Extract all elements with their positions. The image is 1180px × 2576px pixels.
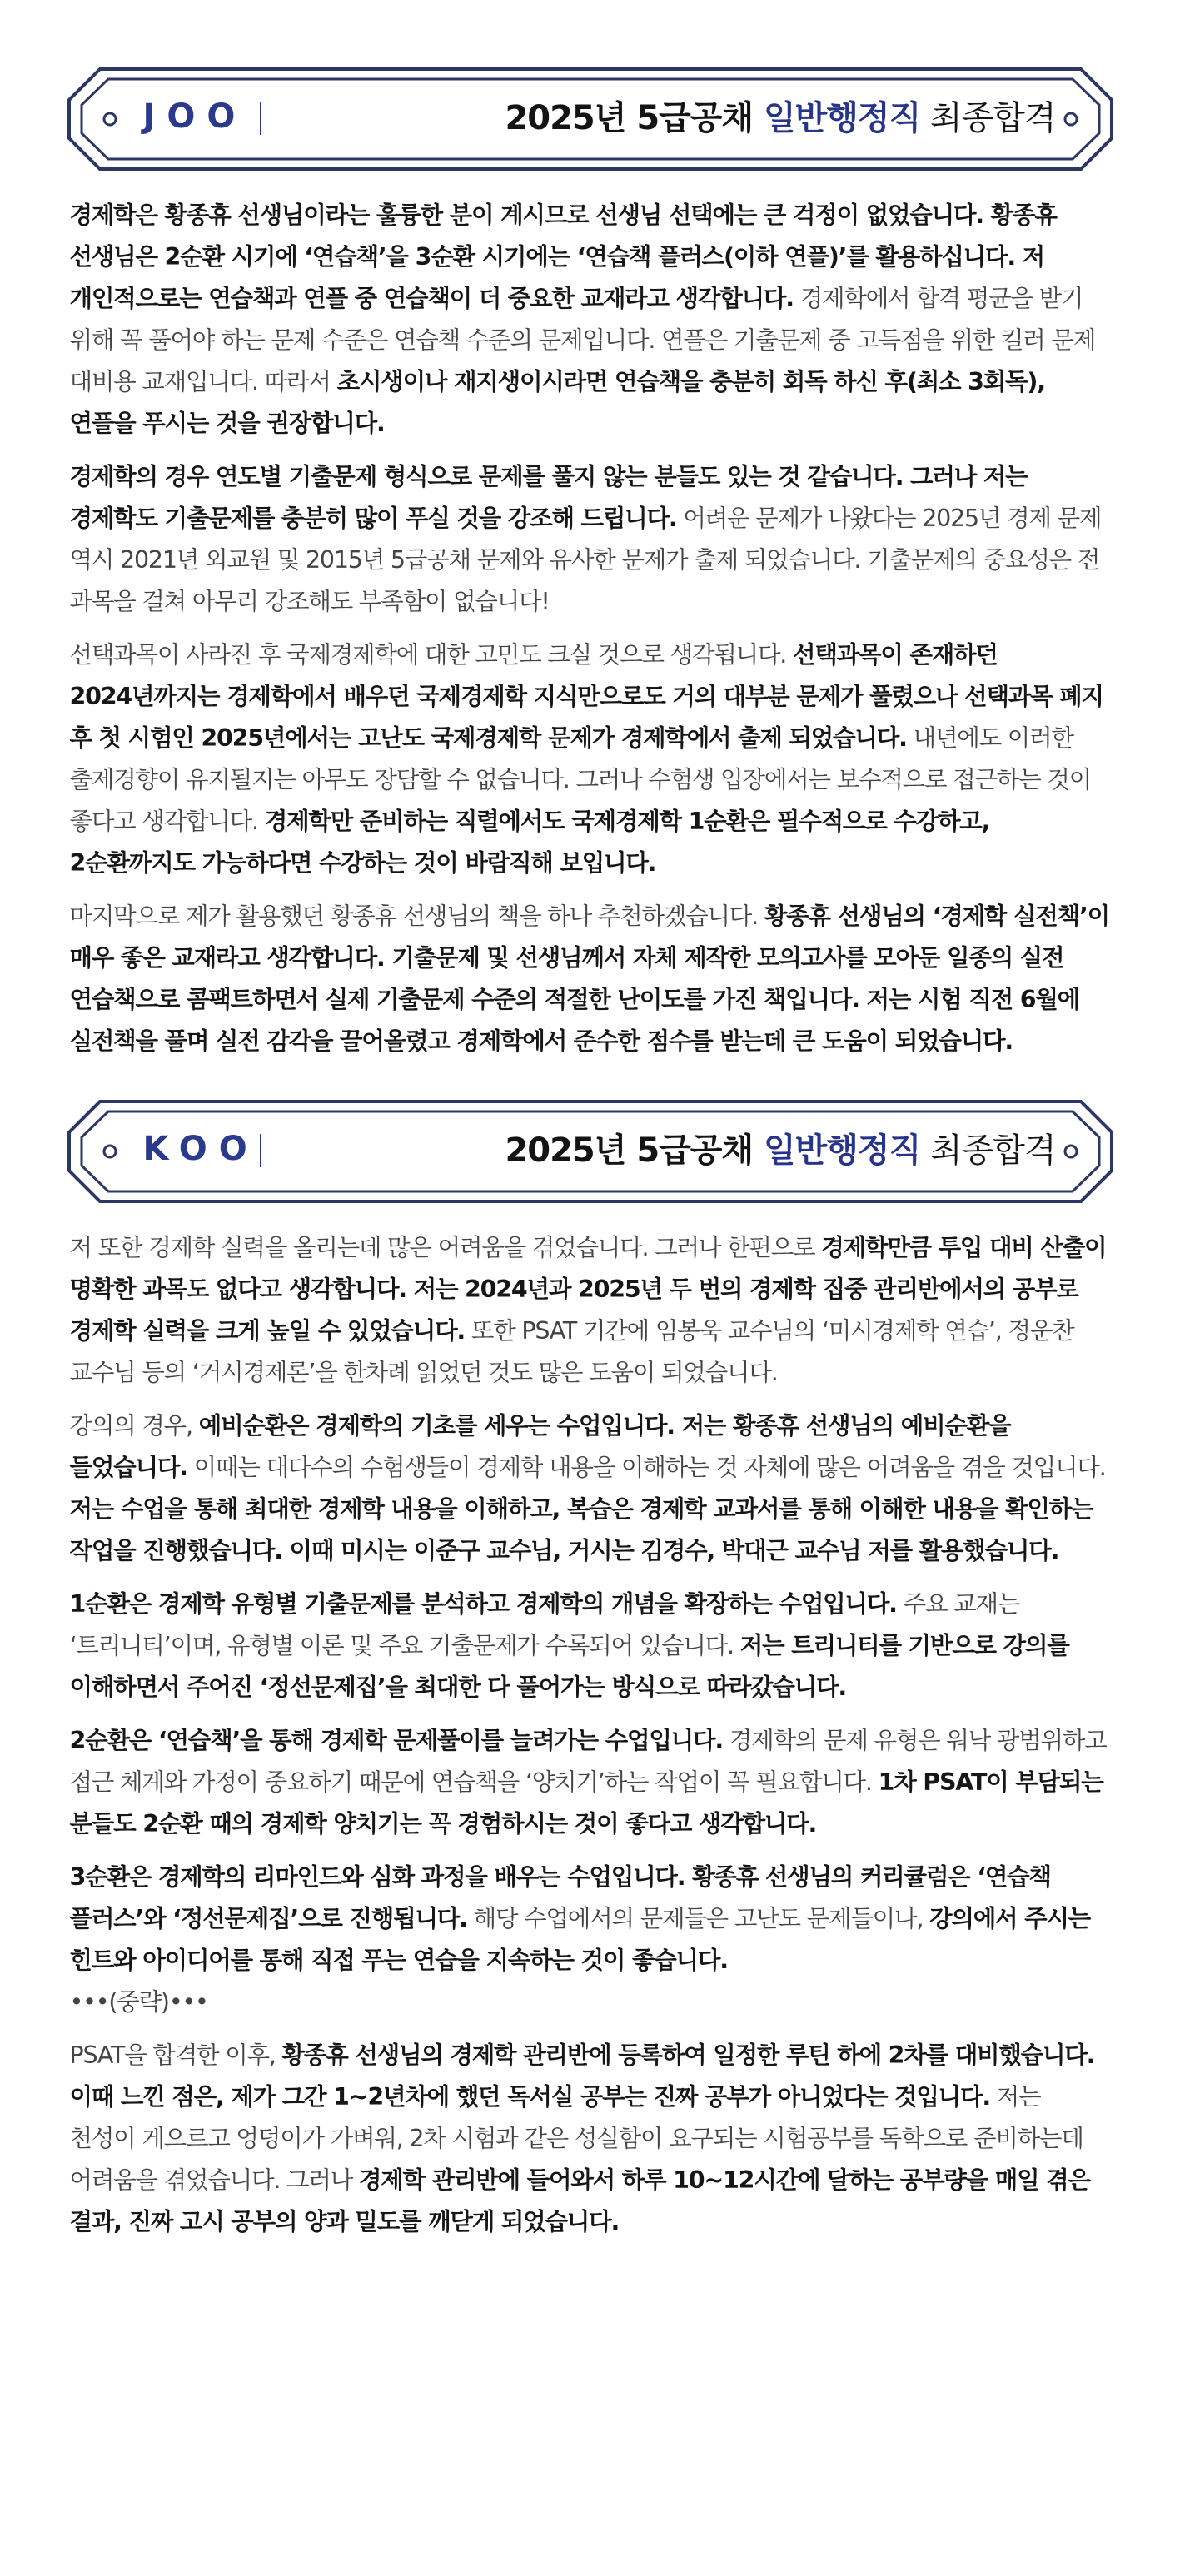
headline (505, 95, 1055, 142)
emphasized-text: 예비순환은 경제학의 기초를 세우는 수업입니다. 저는 황종휴 선생님의 예비순환을 들었습니다. (69, 1412, 1011, 1481)
paragraph (70, 1584, 1111, 1708)
emphasized-text: 3순환은 경제학의 리마인드와 심화 과정을 배우는 수업입니다. 황종휴 선생님의 커리큘럼은 ‘연습책 플러스’와 ‘정선문제집’으로 진행됩니다. (69, 1863, 1051, 1932)
body-text: 내년에도 이러한 출제경향이 유지될지는 아무도 장담할 수 없습니다. 그러나 수험생 입장에서는 보수적으로 접근하는 것이 좋다고 생각합니다. (69, 724, 1092, 835)
emphasized-text: 경제학만큼 투입 대비 산출이 명확한 과목도 없다고 생각합니다. 저는 2024년과 2025년 두 번의 경제학 집중 관리반에서의 공부로 경제학 실력을 크게 높일 수 있었습니다. (69, 1234, 1107, 1345)
emphasized-text: 경제학만 준비하는 직렬에서도 국제경제학 1순환은 필수적으로 수강하고, 2순환까지도 가능하다면 수강하는 것이 바람직해 보입니다. (69, 808, 990, 877)
paragraph (70, 456, 1111, 623)
emphasized-text: 강의에서 주시는 힌트와 아이디어를 통해 직접 푸는 연습을 지속하는 것이 좋습니다. (69, 1905, 1091, 1974)
body-text: 경제학의 문제 유형은 워낙 광범위하고 접근 체계와 가정이 중요하기 때문에 연습책을 ‘양치기’하는 작업이 꼭 필요합니다. (69, 1727, 1107, 1796)
emphasized-text: 저는 수업을 통해 최대한 경제학 내용을 이해하고, 복습은 경제학 교과서를 통해 이해한 내용을 확인하는 작업을 진행했습니다. 이때 미시는 이준구 교수님, 거시는 김경수, 박대근 교수님 저를 활용했습니다. (69, 1495, 1093, 1564)
body-text: 저 또한 경제학 실력을 올리는데 많은 어려움을 겪었습니다. 그러나 한편으로 (69, 1234, 822, 1261)
emphasized-text: 저는 트리니티를 기반으로 강의를 이해하면서 주어진 ‘정선문제집’을 최대한 다 풀어가는 방식으로 따라갔습니다. (69, 1632, 1069, 1701)
testimonial-section-koo (0, 1099, 1180, 2509)
body-text: 또한 PSAT 기간에 임봉욱 교수님의 ‘미시경제학 연습’, 정운찬 교수님 등의 ‘거시경제론’을 한차례 읽었던 것도 많은 도움이 되었습니다. (69, 1317, 1074, 1386)
emphasized-text: 초시생이나 재지생이시라면 연습책을 충분히 회독 하신 후(최소 3회독), 연플을 푸시는 것을 권장합니다. (69, 368, 1045, 437)
headline-track: 일반행정직 (764, 1131, 921, 1170)
testimonial-body (70, 195, 1111, 1062)
testimonial-header-banner (67, 1099, 1114, 1204)
headline-exam: 2025년 5급공채 (505, 1131, 764, 1170)
body-text: 강의의 경우, (69, 1412, 199, 1440)
headline-result: 최종합격 (920, 1131, 1056, 1170)
emphasized-text: 1순환은 경제학 유형별 기출문제를 분석하고 경제학의 개념을 확장하는 수업입니다. (69, 1590, 897, 1618)
body-text: 해당 수업에서의 문제들은 고난도 문제들이나, (466, 1905, 930, 1932)
body-text: 경제학에서 합격 평균을 받기 위해 꼭 풀어야 하는 문제 수준은 연습책 수준의 문제입니다. 연플은 기출문제 중 고득점을 위한 킬러 문제 대비용 교재입니다. 따라서 (69, 285, 1096, 395)
emphasized-text: 1차 PSAT이 부담되는 분들도 2순환 때의 경제학 양치기는 꼭 경험하시는 것이 좋다고 생각합니다. (69, 1768, 1103, 1838)
emphasized-text: 황종휴 선생님의 ‘경제학 실전책’이 매우 좋은 교재라고 생각합니다. 기출문제 및 선생님께서 자체 제작한 모의고사를 모아둔 일종의 실전 연습책으로 콤팩트하면서 실제 기출문제 수준의 적절한 난이도를 가진 책입니다. 저는 시험 직전 6월에 실전책을 풀며 실전 감각을 끌어올렸고 경제학에서 준수한 점수를 받는데 큰 도움이 되었습니다. (69, 903, 1109, 1055)
headline-track: 일반행정직 (764, 99, 921, 137)
emphasized-text: 황종휴 선생님의 경제학 관리반에 등록하여 일정한 루틴 하에 2차를 대비했습니다. 이때 느낀 점은, 제가 그간 1~2년차에 했던 독서실 공부는 진짜 공부가 아니었다는 것입니다. (69, 2041, 1095, 2111)
paragraph (70, 634, 1111, 884)
emphasized-text: 선택과목이 존재하던 2024년까지는 경제학에서 배우던 국제경제학 지식만으로도 거의 대부분 문제가 풀렸으나 선택과목 폐지 후 첫 시험인 2025년에서는 고난도 국제경제학 문제가 경제학에서 출제 되었습니다. (69, 641, 1103, 752)
paragraph (70, 2035, 1111, 2243)
testimonial-header-banner (67, 67, 1114, 172)
divider (260, 1134, 261, 1167)
author-name: KOO (142, 1130, 259, 1168)
emphasized-text: 경제학의 경우 연도별 기출문제 형식으로 문제를 풀지 않는 분들도 있는 것 같습니다. 그러나 저는 경제학도 기출문제를 충분히 많이 푸실 것을 강조해 드립니다. (69, 463, 1028, 532)
body-text: 마지막으로 제가 활용했던 황종휴 선생님의 책을 하나 추천하겠습니다. (69, 903, 764, 930)
divider (260, 102, 261, 135)
headline-exam: 2025년 5급공채 (505, 99, 764, 137)
paragraph (70, 195, 1111, 445)
body-text: 어려운 문제가 나왔다는 2025년 경제 문제 역시 2021년 외교원 및 2015년 5급공채 문제와 유사한 문제가 출제 되었습니다. 기출문제의 중요성은 전 과목을 걸쳐 아무리 강조해도 부족함이 없습니다! (69, 505, 1102, 615)
emphasized-text: 경제학 관리반에 들어와서 하루 10~12시간에 달하는 공부량을 매일 겪은 결과, 진짜 고시 공부의 양과 밀도를 깨닫게 되었습니다. (69, 2166, 1090, 2235)
headline-result: 최종합격 (920, 99, 1056, 137)
emphasized-text: 2순환은 ‘연습책’을 통해 경제학 문제풀이를 늘려가는 수업입니다. (69, 1727, 723, 1754)
body-text: PSAT을 합격한 이후, (69, 2041, 282, 2069)
testimonial-body (70, 1227, 1111, 2243)
headline (505, 1127, 1055, 1174)
paragraph (70, 896, 1111, 1062)
emphasized-text: 경제학은 황종휴 선생님이라는 훌륭한 분이 계시므로 선생님 선택에는 큰 걱정이 없었습니다. 황종휴 선생님은 2순환 시기에 ‘연습책’을 3순환 시기에는 ‘연습책 플러스(이하 연플)’를 활용하십니다. 저 개인적으로는 연습책과 연플 중 연습책이 더 중요한 교재라고 생각합니다. (69, 201, 1057, 312)
testimonial-section-joo (0, 0, 1180, 1099)
body-text: 이때는 대다수의 수험생들이 경제학 내용을 이해하는 것 자체에 많은 어려움을 겪을 것입니다. (187, 1454, 1106, 1481)
paragraph (70, 1720, 1111, 1845)
paragraph (70, 1405, 1111, 1572)
author-name: JOO (142, 97, 247, 136)
paragraph (70, 1857, 1111, 2023)
body-text: 선택과목이 사라진 후 국제경제학에 대한 고민도 크실 것으로 생각됩니다. (69, 641, 794, 669)
body-text: •••(중략)••• (69, 1988, 208, 2016)
body-text: 저는 천성이 게으르고 엉덩이가 가벼워, 2차 시험과 같은 성실함이 요구되는 시험공부를 독학으로 준비하는데 어려움을 겪었습니다. 그러나 (69, 2083, 1083, 2194)
body-text: 주요 교재는 ‘트리니티’이며, 유형별 이론 및 주요 기출문제가 수록되어 있습니다. (69, 1590, 1020, 1659)
paragraph (70, 1227, 1111, 1394)
